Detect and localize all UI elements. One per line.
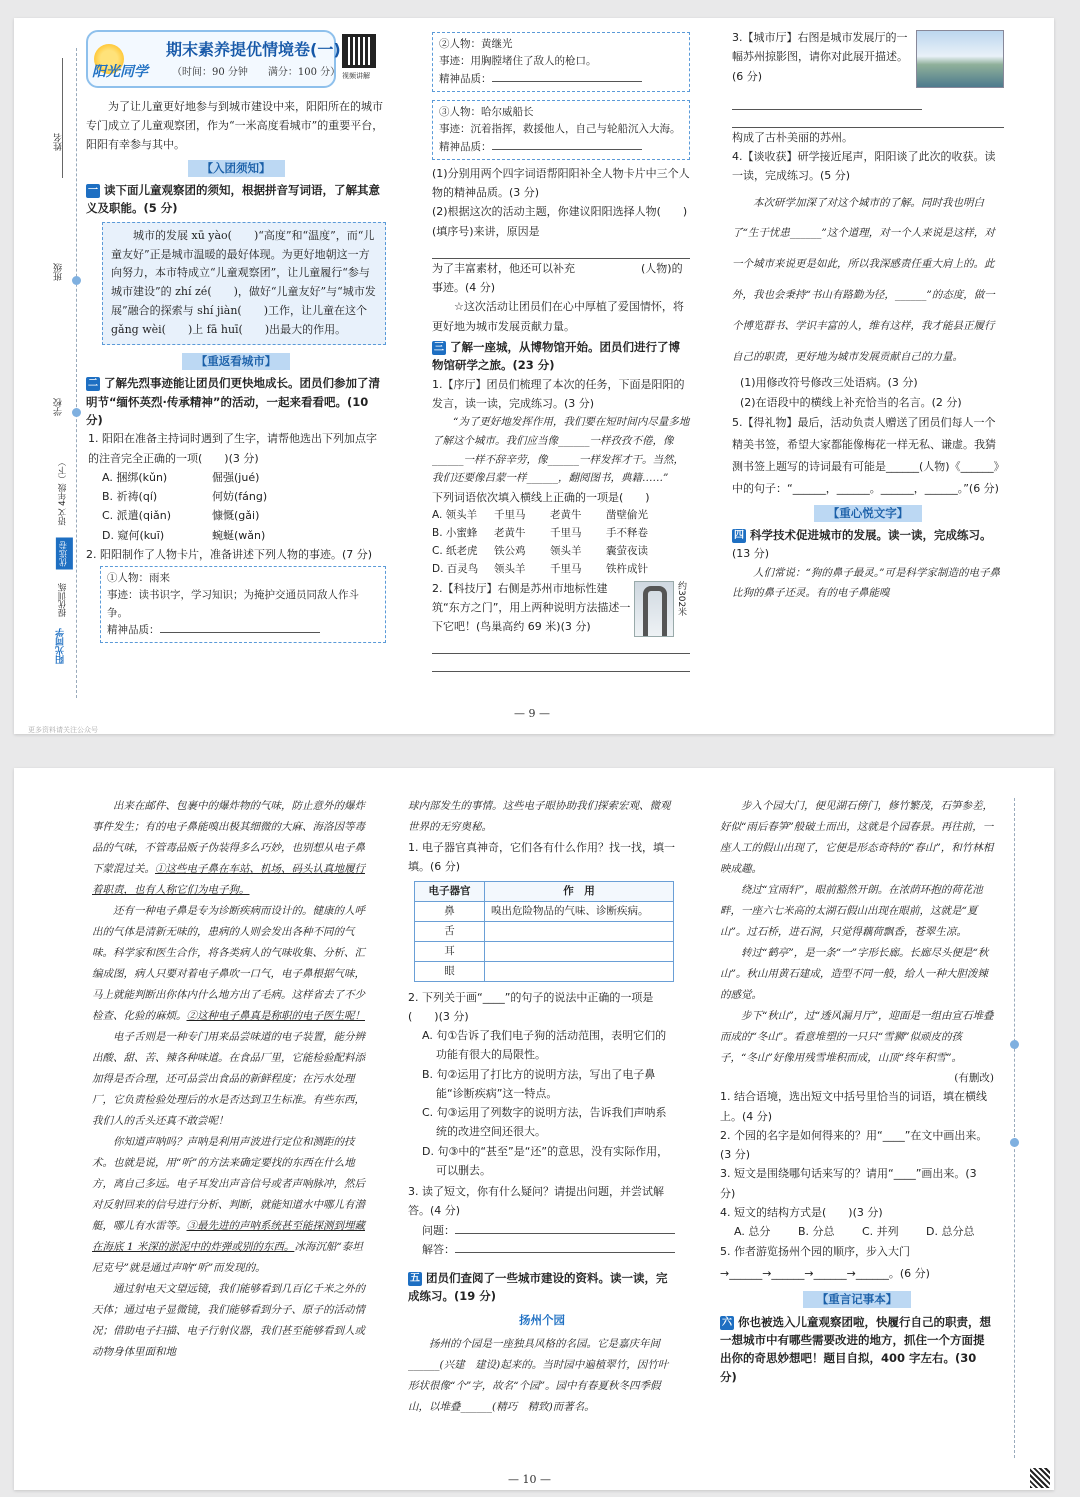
qr-code-icon[interactable] <box>342 34 376 68</box>
reading-start: 人们常说：“狗的鼻子最灵。”可是科学家制造的电子鼻比狗的鼻子还灵。有的电子鼻能嗅 <box>732 566 1000 599</box>
reading-paragraph: 通过射电天文望远镜，我们能够看到几百亿千米之外的天体；通过电子显微镜，我们能够看到分子、原子的活动情况；借助电子扫描、电子行射仪器，我们甚至能够看到人或动物身体里面和地 <box>92 1283 365 1358</box>
school-label: 学校 <box>54 398 64 416</box>
card-1-deeds: 事迹：读书识字，学习知识；为掩护交通员同敌人作斗争。 <box>107 589 359 619</box>
answer-lines[interactable] <box>732 92 1004 128</box>
question-answer-fields[interactable]: 问题： 解答： <box>408 1221 676 1260</box>
person-card-3 <box>432 100 690 160</box>
question-2-2-2: (2)根据这次的活动主题，你建议阳阳选择人物( )(填序号)来讲，原因是 <box>432 205 688 238</box>
card-3-deeds: 事迹：沉着指挥，救援他人，自己与轮船沉入大海。 <box>439 123 681 136</box>
table-row <box>415 901 674 921</box>
reading-column-1 <box>92 796 366 1363</box>
reading-paragraph: 出来在邮件、包裹中的爆炸物的气味，防止意外的爆炸事件发生；有的电子鼻能嗅出极其细微的大麻、海洛因等毒品的气味，不管毒品贩子伪装得多么巧妙，也别想从电子鼻下蒙混过关。①这些电子鼻在车站、机场、码头认真地履行着职责，也有人称它们为电子狗。 <box>92 800 365 896</box>
question-3-2: 2.【科技厅】右侧是苏州市地标性建筑“东方之门”，用上两种说明方法描述一下它吧！(鸟巢高约 69 米)(3 分) <box>432 581 631 634</box>
question-3-1-options <box>432 507 690 578</box>
page-10 <box>14 768 1054 1490</box>
answer-line[interactable] <box>432 636 690 654</box>
name-label: 姓名 <box>54 133 64 151</box>
card-2-person: ②人物：黄继光 <box>439 38 513 50</box>
footer-note: 更多资料请关注公众号 <box>28 726 98 734</box>
question-3-1: 1.【序厅】团员们梳理了本次的任务，下面是阳阳的发言，读一读，完成练习。(3 分) <box>432 377 685 410</box>
question-2-2-3: 为了丰富素材，他还可以补充 (人物)的事迹。(4 分) <box>432 261 683 295</box>
reading-paragraph: 步入个园大门，便见湖石傍门，修竹繁茂，石笋参差，好似“雨后春笋”般破土而出，这就是个园春景。再往前，一座人工的假山出现了，它便是形态奇特的“春山”，和竹林相映成趣。 <box>720 800 994 875</box>
table-row <box>415 941 674 961</box>
reading-continued: 球内部发生的事情。这些电子眼协助我们探索宏观、微观世界的无穷奥秘。 <box>408 800 671 833</box>
qr-caption: 视频讲解 <box>342 72 370 80</box>
section-tag-4: 【重言记事本】 <box>720 1289 994 1309</box>
activity-summary: ☆这次活动让团员们在心中厚植了爱国情怀，将更好地为城市发展贡献力量。 <box>432 300 684 333</box>
reading-paragraph: 转过“鹤亭”，是一条“一”字形长廊。长廊尽头便是“秋山”。秋山用黄石建成，造型不同一般，给人一种大胆泼辣的感觉。 <box>720 947 989 1001</box>
table-header: 作 用 <box>485 881 674 901</box>
suzhou-photo <box>916 30 1004 88</box>
person-card-2 <box>432 32 690 92</box>
section-tag-3: 【重心悦文字】 <box>732 503 1004 523</box>
card-2-quality[interactable]: 精神品质： <box>439 71 683 88</box>
option-c[interactable]: C. 句③运用了列数字的说明方法，告诉我们声呐系统的改进空间还很大。 <box>422 1106 667 1139</box>
person-card-1 <box>100 566 386 643</box>
column-3 <box>720 796 994 1386</box>
reading-paragraph: 你知道声呐吗？声呐是利用声波进行定位和测距的技术。也就是说，用“听”的方法来确定要找的东西在什么地方，离自己多远。电子耳发出声音信号或者声响脉冲，然后对反射回来的信号进行分析、判断，就能知道水中哪儿有潜艇，哪儿有水雷等。③最先进的声呐系统甚至能探测到埋藏在海底 1 米深的淤泥中的炸弹或别的东西。冰海沉船“泰坦尼克号”就是通过声呐“听”而发现的。 <box>92 1136 365 1274</box>
intro-text: 为了让儿童更好地参与到城市建设中来，阳阳所在的城市专门成立了儿童观察团，作为“一米高度看城市”的重要平台，阳阳有幸参与其中。 <box>86 100 384 151</box>
series-label: 提优训练 <box>58 583 68 617</box>
column-2 <box>408 796 676 1418</box>
question-3-1-text: “为了更好地发挥作用，我们要在短时间内尽量多地了解这个城市。我们应当像______一样孜孜不倦，像______一样不辞辛劳，像______一样发挥才干。当然，我们还要像吕蒙一样______，翻阅图书，典籍……” <box>432 416 690 485</box>
article-title: 扬州个园 <box>519 1312 565 1327</box>
organ-cell: 耳 <box>415 941 485 961</box>
card-2-deeds: 事迹：用胸膛堵住了敌人的枪口。 <box>439 55 597 68</box>
question-6-head: 六 你也被选入儿童观察团啦，快履行自己的职责，想一想城市中有哪些需要改进的地方，抓住一个方面提出你的奇思妙想吧！题目自拟，400 字左右。(30 分) <box>720 1314 991 1384</box>
question-5-3: 3. 短文是围绕哪句话来写的？请用“____”画出来。(3 分) <box>720 1167 977 1200</box>
binding-strip <box>14 18 92 734</box>
option-b[interactable]: B. 分总 <box>798 1225 835 1239</box>
exam-title: 期末素养提优情境卷(一) <box>166 40 341 59</box>
option-d[interactable]: D. 句③中的“甚至”是“还”的意思，没有实际作用，可以删去。 <box>422 1144 669 1177</box>
question-3-3-block <box>732 28 1004 86</box>
question-5: 5.【得礼物】最后，活动负责人赠送了团员们每人一个精美书签，希望大家都能像梅花一样无私、谦虚。我猜测书签上题写的诗词最有可能是______(人物)《______》中的句子：“______，______。______，______。”(6 分) <box>732 415 1000 495</box>
card-1-person: ①人物：雨来 <box>107 572 170 585</box>
answer-line[interactable] <box>432 241 690 259</box>
option-c[interactable]: C. 纸老虎 铁公鸡 领头羊 囊萤夜读 <box>432 544 648 557</box>
option-d[interactable]: D. 百灵鸟 领头羊 千里马 铁杵成针 <box>432 562 648 575</box>
question-4: 4.【谈收获】研学接近尾声，阳阳谈了此次的收获。读一读，完成练习。(5 分) <box>732 150 996 183</box>
option-a[interactable]: A. 总分 <box>734 1225 771 1239</box>
underlined-sentence-3: ③最先进的声呐系统甚至能探测到埋藏在海底 1 米深的淤泥中的炸弹或别的东西。 <box>92 1220 365 1253</box>
question-3-3: 3.【城市厅】右图是城市发展厅的一幅苏州掠影图，请你对此展开描述。(6 分) <box>732 31 908 83</box>
card-3-quality[interactable]: 精神品质： <box>439 139 683 156</box>
question-2-1: 1. 阳阳在准备主持词时遇到了生字，请帮他选出下列加点字的注音完全正确的一项( )(3 分) <box>88 432 377 465</box>
organ-cell: 舌 <box>415 921 485 941</box>
question-3-1-prompt: 下列词语依次填入横线上正确的一项是( ) <box>432 490 650 504</box>
question-4-head: 四 科学技术促进城市的发展。读一读，完成练习。 <box>734 527 992 542</box>
gate-height-label: 约302米 <box>676 580 686 616</box>
card-1-quality[interactable]: 精神品质： <box>107 622 379 639</box>
organ-table <box>414 881 674 982</box>
question-3-2-block <box>432 579 690 637</box>
badge-label: 优选卷 <box>56 538 73 570</box>
option-c[interactable]: C. 并列 <box>862 1225 899 1239</box>
option-a[interactable]: A. 捆绑(kǔn) 倔强(jué) <box>102 470 260 484</box>
course-label: 语文 4年级（下） <box>58 458 68 526</box>
option-d[interactable]: D. 窥何(kuī) 蜿蜒(wǎn) <box>102 528 266 542</box>
binding-line <box>1014 798 1015 1458</box>
function-cell[interactable] <box>485 961 674 981</box>
question-2-head: 二 了解先烈事迹能让团员们更快地成长。团员们参加了清明节“缅怀英烈·传承精神”的活动，一起来看看吧。(10 分) <box>86 376 380 427</box>
reading-paragraph: 还有一种电子鼻是专为诊断疾病而设计的。健康的人呼出的气体是清新无味的，患病的人则会发出各种不同的气味。科学家和医生合作，将各类病人的气味收集、分析、汇编成图，病人只要对着电子鼻吹一口气，电子鼻根据气味，马上就能判断出你体内什么地方出了毛病。这样省去了不少检查、化验的麻烦。②这种电子鼻真是称职的电子医生呢！ <box>92 905 365 1022</box>
reading-paragraph: 绕过“宜雨轩”，眼前豁然开朗。在浓荫环抱的荷花池畔，一座六七米高的太湖石假山出现在眼前，这就是“夏山”。过石桥，进石洞，只觉得藕荷飘香，苍翠生凉。 <box>720 884 983 938</box>
answer-line[interactable] <box>432 654 690 672</box>
column-2 <box>432 32 690 672</box>
question-5-4: 4. 短文的结构方式是( )(3 分) <box>720 1205 883 1219</box>
page-number: — 10 — <box>508 1473 551 1486</box>
option-b[interactable]: B. 句②运用了打比方的说明方法，写出了电子鼻能“诊断疾病”这一特点。 <box>422 1067 656 1100</box>
underlined-sentence-1: ①这些电子鼻在车站、机场、码头认真地履行着职责，也有人称它们为电子狗。 <box>92 863 365 896</box>
question-1: 1. 电子器官真神奇，它们各有什么作用？找一找，填一填。(6 分) <box>408 841 675 874</box>
table-row <box>415 961 674 981</box>
reading-paragraph: 步下“秋山”，过“透风漏月厅”，迎面是一组由宣石堆叠而成的“冬山”。看意堆塑的一只只“雪狮”似顽皮的孩子，“冬山”好像用残雪堆积而成，山顶“终年积雪”。 <box>720 1010 994 1064</box>
reading-paragraph: 电子舌则是一种专门用来品尝味道的电子装置，能分辨出酸、甜、苦、辣各种味道。在食品厂里，它能检验配料添加得是否合理，还可品尝出食品的新鲜程度；在污水处理厂，它负责检验处理后的水是否达到卫生标准。有些东西，我们人的舌头还真不敢尝呢！ <box>92 1031 365 1127</box>
table-row <box>415 921 674 941</box>
option-d[interactable]: D. 总分总 <box>926 1225 975 1239</box>
section-tag-2: 【重返看城市】 <box>86 351 386 371</box>
question-3: 3. 读了短文，你有什么疑问？请提出问题，并尝试解答。(4 分) <box>408 1185 664 1218</box>
question-5-head: 五 团员们查阅了一些城市建设的资料。读一读，完成练习。(19 分) <box>408 1271 668 1304</box>
question-4-2: (2)在语段中的横线上补充恰当的名言。(2 分) <box>740 395 962 409</box>
garden-paragraphs <box>720 796 994 1069</box>
corner-qr-icon[interactable] <box>1030 1468 1050 1488</box>
question-2-2: 2. 阳阳制作了人物卡片，准备讲述下列人物的事迹。(7 分) <box>86 547 373 561</box>
page-9 <box>14 18 1054 734</box>
question-4-1: (1)用修改符号修改三处语病。(3 分) <box>740 376 918 390</box>
column-1 <box>86 18 386 643</box>
logo: 阳光同学 <box>92 64 148 80</box>
exam-header <box>86 30 386 94</box>
binding-hole <box>1010 1138 1019 1147</box>
question-4-text: 本次研学加深了对这个城市的了解。同时我也明白了“生于忧患______”这个道理，对一个人来说是这样，对一个城市来说更是如此，所以我深感责任重大肩上的。此外，我也会秉持“书山有路勤为径，______”的态度，做一个博览群书、学识丰富的人，维有这样，我才能县正履行自己的职责，更好地为城市发展贡献自己的力量。 <box>732 196 995 364</box>
organ-cell: 鼻 <box>415 901 485 921</box>
question-2-1-options <box>86 468 386 545</box>
binding-hole <box>1010 1040 1019 1049</box>
function-cell[interactable] <box>485 941 674 961</box>
organ-cell: 眼 <box>415 961 485 981</box>
option-a[interactable]: A. 领头羊 千里马 老黄牛 凿壁偷光 <box>432 509 648 522</box>
question-4-score: (13 分) <box>732 547 770 561</box>
gate-of-orient-image <box>634 581 674 637</box>
question-2-2-1: (1)分别用两个四字词语帮阳阳补全人物卡片中三个人物的精神品质。(3 分) <box>432 166 690 200</box>
question-5-4-options <box>720 1222 994 1241</box>
card-3-person: ③人物：哈尔威船长 <box>439 105 534 118</box>
question-5-5: 5. 作者游览扬州个园的顺序，步入大门→______→______→______→______。(6 分) <box>720 1245 930 1281</box>
table-header: 电子器官 <box>415 881 485 901</box>
question-5-2: 2. 个园的名字是如何得来的？用“____”在文中画出来。(3 分) <box>720 1128 988 1162</box>
question-3-3-end: 构成了古朴美丽的苏州。 <box>732 130 853 144</box>
question-1-box: 城市的发展 xū yào( )“高度”和“温度”，而“儿童友好”正是城市温暖的最好体现。为更好地朝这一方向努力，本市特成立“儿童观察团”，让儿童履行“参与城市建设”的 zhí zé( )，做好“儿童友好”与“城市发展”融合的探索与 shí jiàn( )工作，让儿童在这个 gǎng wèi( )上 fā huī( )出最大的作用。 <box>102 222 386 345</box>
question-2-options <box>422 1026 676 1180</box>
option-b[interactable]: B. 小蜜蜂 老黄牛 千里马 手不释卷 <box>432 527 648 539</box>
question-5-1: 1. 结合语境，选出短文中括号里恰当的词语，填在横线上。(4 分) <box>720 1090 987 1123</box>
class-label: 班级 <box>54 263 64 281</box>
garden-paragraph-1: 扬州的个园是一座独具风格的名园。它是嘉庆年间______(兴建 建设)起来的。当时园中遍植翠竹，因竹叶形状很像“个”字，故名“个园”。园中有春夏秋冬四季假山，以堆叠______(精巧 精致)而著名。 <box>408 1337 669 1413</box>
function-cell: 嗅出危险物品的气味、诊断疾病。 <box>485 901 674 921</box>
time-info: （时间：90 分钟 满分：100 分） <box>172 67 341 78</box>
page-number: — 9 — <box>514 707 550 720</box>
function-cell[interactable] <box>485 921 674 941</box>
underlined-sentence-2: ②这种电子鼻真是称职的电子医生呢！ <box>186 1010 365 1022</box>
option-b[interactable]: B. 祈祷(qí) 何妨(fáng) <box>102 490 268 504</box>
side-logo: 阳光同学 <box>56 628 66 664</box>
section-tag-1: 【入团须知】 <box>86 158 386 178</box>
source-note: (有删改) <box>954 1072 994 1084</box>
option-c[interactable]: C. 派遣(qiǎn) 慷慨(gǎi) <box>102 509 260 523</box>
option-a[interactable]: A. 句①告诉了我们电子狗的活动范围，表明它们的功能有很大的局限性。 <box>422 1029 667 1062</box>
question-2: 2. 下列关于画“____”的句子的说法中正确的一项是( )(3 分) <box>408 990 654 1023</box>
question-3-head: 三 了解一座城，从博物馆开始。团员们进行了博物馆研学之旅。(23 分) <box>432 339 680 373</box>
question-1-head: 一 读下面儿童观察团的须知，根据拼音写词语，了解其意义及职能。(5 分) <box>86 182 380 216</box>
column-3 <box>732 28 1004 603</box>
